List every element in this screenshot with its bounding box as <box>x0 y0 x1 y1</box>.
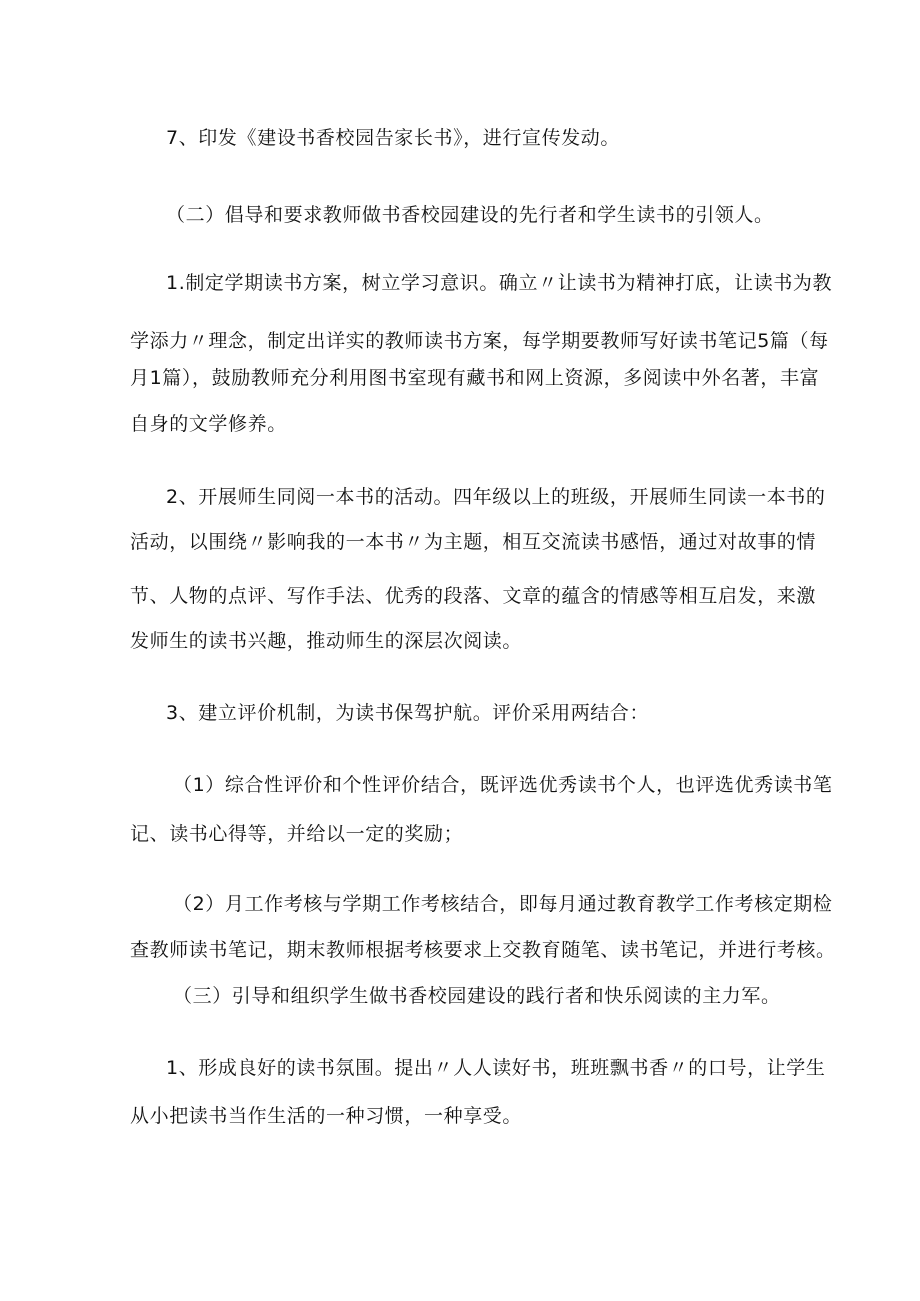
paragraph-2-line-4: 发师生的读书兴趣，推动师生的深层次阅读。 <box>130 630 523 652</box>
criteria-2-line-1: （2）月工作考核与学期工作考核结合，即每月通过教育教学工作考核定期检 <box>173 893 833 915</box>
criteria-1-line-1: （1）综合性评价和个性评价结合，既评选优秀读书个人，也评选优秀读书笔 <box>173 774 833 796</box>
paragraph-2-line-1: 2、开展师生同阅一本书的活动。四年级以上的班级，开展师生同读一本书的 <box>166 486 826 508</box>
criteria-1-line-2: 记、读书心得等，并给以一定的奖励； <box>130 823 464 845</box>
paragraph-2-line-2: 活动，以围绕〃影响我的一本书〃为主题，相互交流读书感悟，通过对故事的情 <box>130 531 817 553</box>
item-7-paragraph: 7、印发《建设书香校园告家长书》，进行宣传发动。 <box>166 127 620 149</box>
paragraph-1-line-1: 1.制定学期读书方案，树立学习意识。确立〃让读书为精神打底，让读书为教 <box>166 272 833 294</box>
criteria-2-line-2: 查教师读书笔记，期末教师根据考核要求上交教育随笔、读书笔记，并进行考核。 <box>130 939 836 961</box>
paragraph-1-line-2: 学添力〃理念，制定出详实的教师读书方案，每学期要教师写好读书笔记5篇（每 <box>130 330 829 352</box>
section-2-heading: （二）倡导和要求教师做书香校园建设的先行者和学生读书的引领人。 <box>166 204 774 226</box>
paragraph-2-line-3: 节、人物的点评、写作手法、优秀的段落、文章的蕴含的情感等相互启发，来激 <box>130 585 817 607</box>
paragraph-1-line-3: 月1篇），鼓励教师充分利用图书室现有藏书和网上资源，多阅读中外名著，丰富 <box>130 367 820 389</box>
paragraph-4-line-1: 1、形成良好的读书氛围。提出〃人人读好书，班班飘书香〃的口号，让学生 <box>166 1057 826 1079</box>
paragraph-4-line-2: 从小把读书当作生活的一种习惯，一种享受。 <box>130 1105 523 1127</box>
section-3-heading: （三）引导和组织学生做书香校园建设的践行者和快乐阅读的主力军。 <box>173 985 781 1007</box>
paragraph-3-line-1: 3、建立评价机制，为读书保驾护航。评价采用两结合： <box>166 702 650 724</box>
paragraph-1-line-4: 自身的文学修养。 <box>130 413 287 435</box>
